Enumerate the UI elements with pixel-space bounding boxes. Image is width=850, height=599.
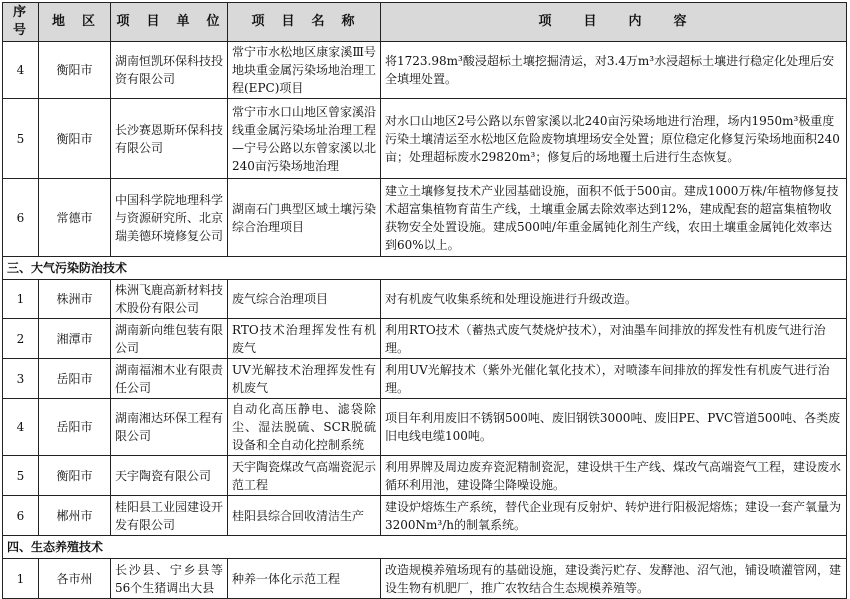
table-row bbox=[3, 559, 847, 599]
row-region: 常德市 bbox=[39, 179, 111, 257]
row-unit: 桂阳县工业园建设开发有限公司 bbox=[111, 496, 228, 536]
row-content: 利用UV光解技术（紫外光催化氧化技术），对喷漆车间排放的挥发性有机废气进行治理。 bbox=[381, 359, 847, 399]
row-region: 衡阳市 bbox=[39, 42, 111, 99]
row-no: 1 bbox=[3, 280, 39, 319]
row-project: 常宁市水松地区康家溪Ⅲ号地块重金属污染场地治理工程(EPC)项目 bbox=[228, 42, 381, 99]
header-no: 序号 bbox=[3, 3, 39, 42]
row-no: 5 bbox=[3, 99, 39, 179]
row-unit: 长沙赛恩斯环保科技有限公司 bbox=[111, 99, 228, 179]
project-table bbox=[2, 2, 847, 599]
row-region: 衡阳市 bbox=[39, 99, 111, 179]
row-no: 3 bbox=[3, 359, 39, 399]
row-unit: 湖南恒凯环保科技投资有限公司 bbox=[111, 42, 228, 99]
section-row bbox=[3, 257, 847, 280]
row-region: 郴州市 bbox=[39, 496, 111, 536]
section-title-eco: 四、生态养殖技术 bbox=[3, 536, 847, 559]
row-project: 天宇陶瓷煤改气高端瓷泥示范工程 bbox=[228, 456, 381, 496]
row-unit: 长沙县、宁乡县等56个生猪调出大县 bbox=[111, 559, 228, 599]
table-row bbox=[3, 319, 847, 359]
table-row bbox=[3, 179, 847, 257]
row-unit: 株洲飞鹿高新材料技术股份有限公司 bbox=[111, 280, 228, 319]
row-content: 项目年利用废旧不锈钢500吨、废旧钢铁3000吨、废旧PE、PVC管道500吨、各类废旧电线电缆100吨。 bbox=[381, 399, 847, 456]
row-project: UV光解技术治理挥发性有机废气 bbox=[228, 359, 381, 399]
row-no: 2 bbox=[3, 319, 39, 359]
row-no: 6 bbox=[3, 179, 39, 257]
row-content: 对有机废气收集系统和处理设施进行升级改造。 bbox=[381, 280, 847, 319]
row-project: RTO技术治理挥发性有机废气 bbox=[228, 319, 381, 359]
row-project: 常宁市水口山地区曾家溪沿线重金属污染场址治理工程—宁号公路以东曾家溪以北240亩污染场地治理 bbox=[228, 99, 381, 179]
section-row bbox=[3, 536, 847, 559]
row-content: 将1723.98m³酸浸超标土壤挖掘清运，对3.4万m³水浸超标土壤进行稳定化处理后安全填埋处置。 bbox=[381, 42, 847, 99]
table-row bbox=[3, 280, 847, 319]
row-content: 建设炉熔炼生产系统，替代企业现有反射炉、转炉进行阳极泥熔炼；建设一套产氧量为3200Nm³/h的制氧系统。 bbox=[381, 496, 847, 536]
header-row bbox=[3, 3, 847, 42]
row-unit: 天宇陶瓷有限公司 bbox=[111, 456, 228, 496]
row-project: 桂阳县综合回收清洁生产 bbox=[228, 496, 381, 536]
table-row bbox=[3, 496, 847, 536]
row-unit: 湖南新向维包装有限公司 bbox=[111, 319, 228, 359]
row-region: 株洲市 bbox=[39, 280, 111, 319]
row-no: 1 bbox=[3, 559, 39, 599]
row-region: 岳阳市 bbox=[39, 399, 111, 456]
table-row bbox=[3, 399, 847, 456]
row-region: 各市州 bbox=[39, 559, 111, 599]
table-row bbox=[3, 456, 847, 496]
row-project: 废气综合治理项目 bbox=[228, 280, 381, 319]
row-project: 自动化高压静电、滤袋除尘、湿法脱硫、SCR脱硫设备和全自动化控制系统 bbox=[228, 399, 381, 456]
section-title-air: 三、大气污染防治技术 bbox=[3, 257, 847, 280]
row-content: 对水口山地区2号公路以东曾家溪以北240亩污染场地进行治理，场内1950m³极重度污染土壤清运至水松地区危险废物填埋场安全处置；原位稳定化修复污染场地面积240亩；处理超标废水29820m³；修复后的场地覆土后进行生态恢复。 bbox=[381, 99, 847, 179]
row-region: 湘潭市 bbox=[39, 319, 111, 359]
row-content: 利用RTO技术（蓄热式废气焚烧炉技术），对油墨车间排放的挥发性有机废气进行治理。 bbox=[381, 319, 847, 359]
row-no: 4 bbox=[3, 42, 39, 99]
table-row bbox=[3, 359, 847, 399]
header-name: 项 目 名 称 bbox=[228, 3, 381, 42]
row-unit: 湖南湘达环保工程有限公司 bbox=[111, 399, 228, 456]
header-region: 地 区 bbox=[39, 3, 111, 42]
header-content: 项 目 内 容 bbox=[381, 3, 847, 42]
row-unit: 中国科学院地理科学与资源研究所、北京瑞美德环境修复公司 bbox=[111, 179, 228, 257]
row-no: 5 bbox=[3, 456, 39, 496]
row-content: 改造规模养殖场现有的基础设施，建设粪污贮存、发酵池、沼气池，铺设喷灌管网，建设生物有机肥厂，推广农牧结合生态规模养殖等。 bbox=[381, 559, 847, 599]
row-project: 湖南石门典型区域土壤污染综合治理项目 bbox=[228, 179, 381, 257]
row-region: 衡阳市 bbox=[39, 456, 111, 496]
row-no: 4 bbox=[3, 399, 39, 456]
row-no: 6 bbox=[3, 496, 39, 536]
row-project: 种养一体化示范工程 bbox=[228, 559, 381, 599]
table-row bbox=[3, 99, 847, 179]
row-region: 岳阳市 bbox=[39, 359, 111, 399]
row-unit: 湖南福湘木业有限责任公司 bbox=[111, 359, 228, 399]
row-content: 建立土壤修复技术产业园基础设施，面积不低于500亩。建成1000万株/年植物修复技术超富集植物育苗生产线，土壤重金属去除效率达到12%，建成配套的超富集植物收获物安全处置设施。建成500吨/年重金属钝化剂生产线，农田土壤重金属钝化效率达到60%以上。 bbox=[381, 179, 847, 257]
row-content: 利用界牌及周边废弃瓷泥精制瓷泥，建设烘干生产线、煤改气高端瓷气工程，建设废水循环利用池，建设降尘降噪设施。 bbox=[381, 456, 847, 496]
table-row bbox=[3, 42, 847, 99]
header-unit: 项 目 单 位 bbox=[111, 3, 228, 42]
